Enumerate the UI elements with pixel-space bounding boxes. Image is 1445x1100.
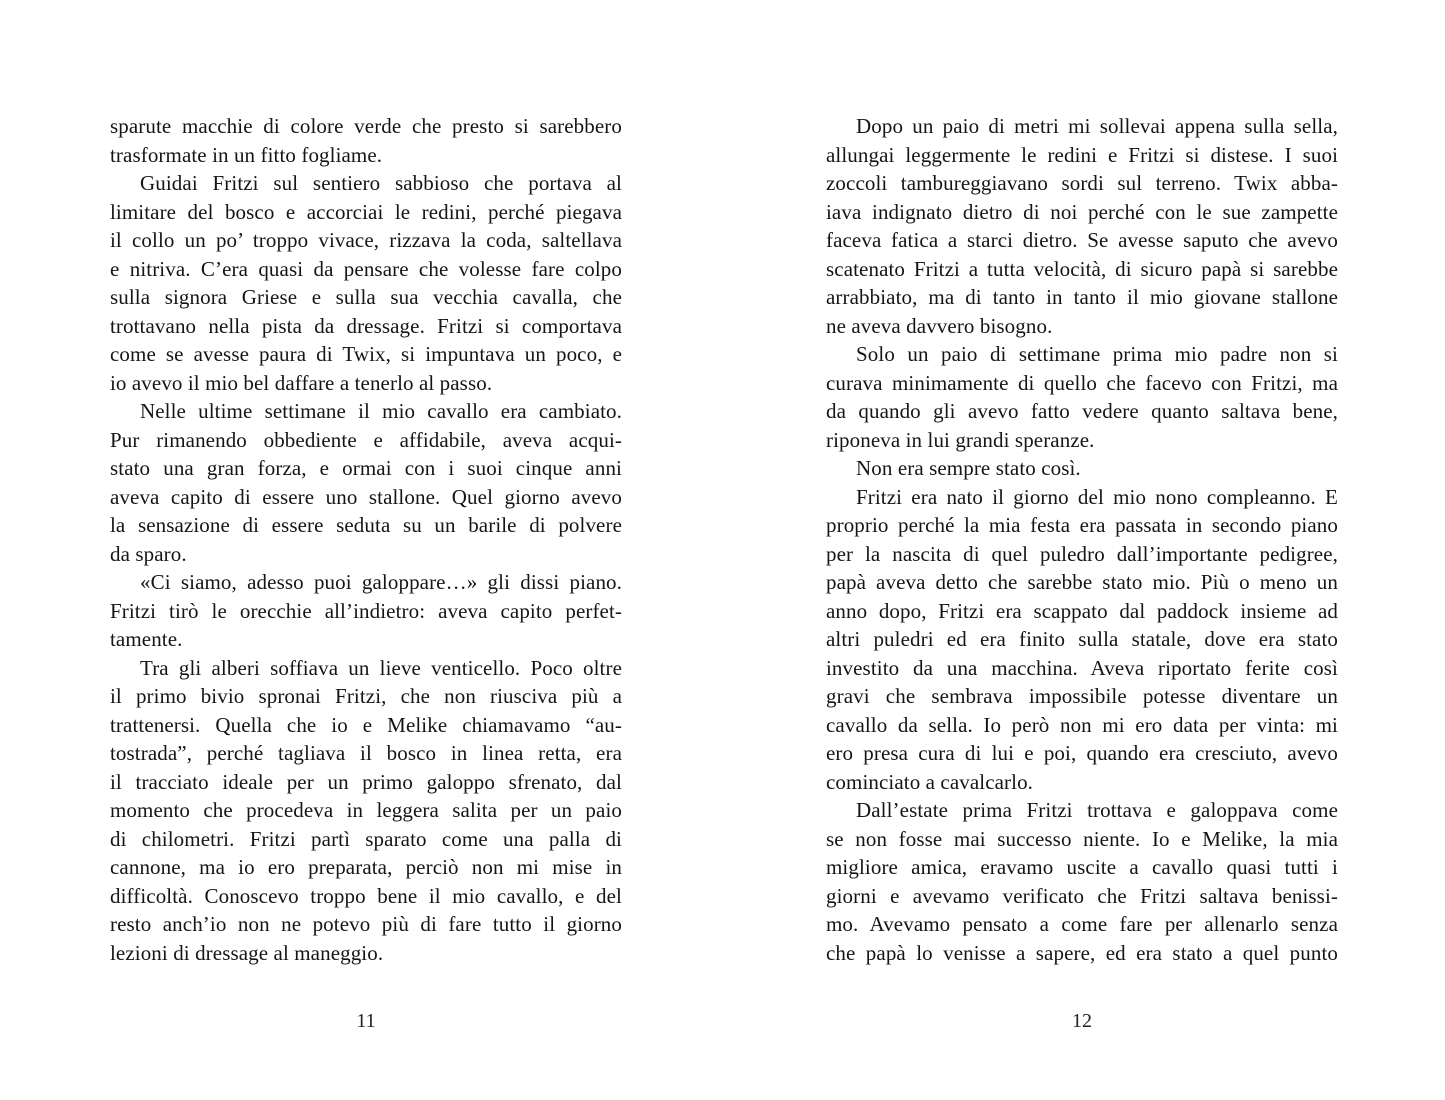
text-line: arrabbiato, ma di tanto in tanto il mio giovane stallone xyxy=(826,285,1338,309)
text-line: di chilometri. Fritzi partì sparato come una palla di xyxy=(110,826,622,851)
text-line: resto anch’io non ne potevo più di fare tutto il giorno xyxy=(110,912,622,936)
text-line: mo. Avevamo pensato a come fare per allenarlo senza xyxy=(826,912,1338,936)
text-line: sulla signora Griese e sulla sua vecchia cavalla, che xyxy=(110,285,622,309)
text-block xyxy=(110,112,622,967)
text-line: ne aveva davvero bisogno. xyxy=(826,313,1053,338)
text-line: cavallo da sella. Io però non mi ero data per vinta: mi xyxy=(826,712,1338,737)
text-line: Guidai Fritzi sul sentiero sabbioso che portava al xyxy=(140,171,622,195)
text-line: trasformate in un fitto fogliame. xyxy=(110,142,383,167)
text-line: giorni e avevamo verificato che Fritzi saltava benissi- xyxy=(826,883,1338,908)
text-line: scatenato Fritzi a tutta velocità, di sicuro papà si sarebbe xyxy=(826,256,1338,281)
text-line: gravi che sembrava impossibile potesse diventare un xyxy=(826,684,1338,708)
text-line: tostrada”, perché tagliava il bosco in linea retta, era xyxy=(110,741,622,765)
text-line: la sensazione di essere seduta su un barile di polvere xyxy=(110,513,622,537)
text-line: aveva capito di essere uno stallone. Quel giorno avevo xyxy=(110,484,622,509)
text-line: che papà lo venisse a sapere, ed era stato a quel punto xyxy=(826,940,1338,965)
text-line: per la nascita di quel puledro dall’importante pedigree, xyxy=(826,541,1338,566)
text-line: Pur rimanendo obbediente e affidabile, aveva acqui- xyxy=(110,427,622,452)
text-line: «Ci siamo, adesso puoi galoppare…» gli dissi piano. xyxy=(140,570,622,594)
page-number: 11 xyxy=(356,1010,376,1032)
text-line: trattenersi. Quella che io e Melike chiamavamo “au- xyxy=(110,712,622,737)
text-line: il tracciato ideale per un primo galoppo sfrenato, dal xyxy=(110,769,622,794)
text-line: come se avesse paura di Twix, si impuntava un poco, e xyxy=(110,342,622,366)
page-left xyxy=(110,112,622,1032)
text-line: da quando gli avevo fatto vedere quanto saltava bene, xyxy=(826,399,1338,423)
text-line: Dopo un paio di metri mi sollevai appena sulla sella, xyxy=(856,114,1338,138)
text-line: e nitriva. C’era quasi da pensare che volesse fare colpo xyxy=(110,256,622,281)
text-line: altri puledri ed era finito sulla statale, dove era stato xyxy=(826,627,1338,651)
text-line: allungai leggermente le redini e Fritzi si distese. I suoi xyxy=(826,142,1338,167)
text-line: se non fosse mai successo niente. Io e Melike, la mia xyxy=(826,826,1338,851)
text-line: Tra gli alberi soffiava un lieve venticello. Poco oltre xyxy=(140,655,622,680)
text-line: investito da una macchina. Aveva riportato ferite così xyxy=(826,655,1338,680)
text-line: riponeva in lui grandi speranze. xyxy=(826,427,1095,452)
text-line: sparute macchie di colore verde che presto si sarebbero xyxy=(110,114,622,138)
text-line: curava minimamente di quello che facevo con Fritzi, ma xyxy=(826,370,1338,395)
text-line: difficoltà. Conoscevo troppo bene il mio cavallo, e del xyxy=(110,883,622,908)
text-line: io avevo il mio bel daffare a tenerlo al passo. xyxy=(110,370,493,395)
text-line: da sparo. xyxy=(110,541,187,566)
text-line: trottavano nella pista da dressage. Fritzi si comportava xyxy=(110,313,622,338)
text-line: faceva fatica a starci dietro. Se avesse saputo che avevo xyxy=(826,228,1338,252)
text-line: anno dopo, Fritzi era scappato dal paddock insieme ad xyxy=(826,598,1338,623)
page-number: 12 xyxy=(1072,1010,1092,1032)
text-line: cannone, ma io ero preparata, perciò non mi mise in xyxy=(110,855,622,879)
text-line: momento che procedeva in leggera salita per un paio xyxy=(110,798,622,822)
text-line: lezioni di dressage al maneggio. xyxy=(110,940,384,965)
text-line: iava indignato dietro di noi perché con le sue zampette xyxy=(826,199,1338,224)
text-line: papà aveva detto che sarebbe stato mio. Più o meno un xyxy=(826,570,1338,594)
text-line: il collo un po’ troppo vivace, rizzava la coda, saltellava xyxy=(110,228,622,252)
page-right xyxy=(826,112,1338,1032)
text-line: Non era sempre stato così. xyxy=(856,456,1081,480)
text-line: zoccoli tambureggiavano sordi sul terreno. Twix abba- xyxy=(826,171,1338,195)
text-line: migliore amica, eravamo uscite a cavallo quasi tutti i xyxy=(826,855,1338,879)
text-line: Dall’estate prima Fritzi trottava e galoppava come xyxy=(856,798,1338,822)
text-line: Fritzi era nato il giorno del mio nono compleanno. E xyxy=(856,484,1338,509)
text-line: limitare del bosco e accorciai le redini, perché piegava xyxy=(110,199,622,224)
text-line: stato una gran forza, e ormai con i suoi cinque anni xyxy=(110,456,622,480)
text-line: Nelle ultime settimane il mio cavallo era cambiato. xyxy=(140,399,622,423)
text-line: proprio perché la mia festa era passata in secondo piano xyxy=(826,513,1338,537)
text-line: ero presa cura di lui e poi, quando era cresciuto, avevo xyxy=(826,741,1338,765)
text-line: tamente. xyxy=(110,627,183,651)
text-line: il primo bivio spronai Fritzi, che non riusciva più a xyxy=(110,684,622,708)
text-line: Solo un paio di settimane prima mio padre non si xyxy=(856,342,1338,366)
text-block xyxy=(826,112,1338,967)
text-line: cominciato a cavalcarlo. xyxy=(826,769,1034,794)
text-line: Fritzi tirò le orecchie all’indietro: aveva capito perfet- xyxy=(110,598,622,623)
